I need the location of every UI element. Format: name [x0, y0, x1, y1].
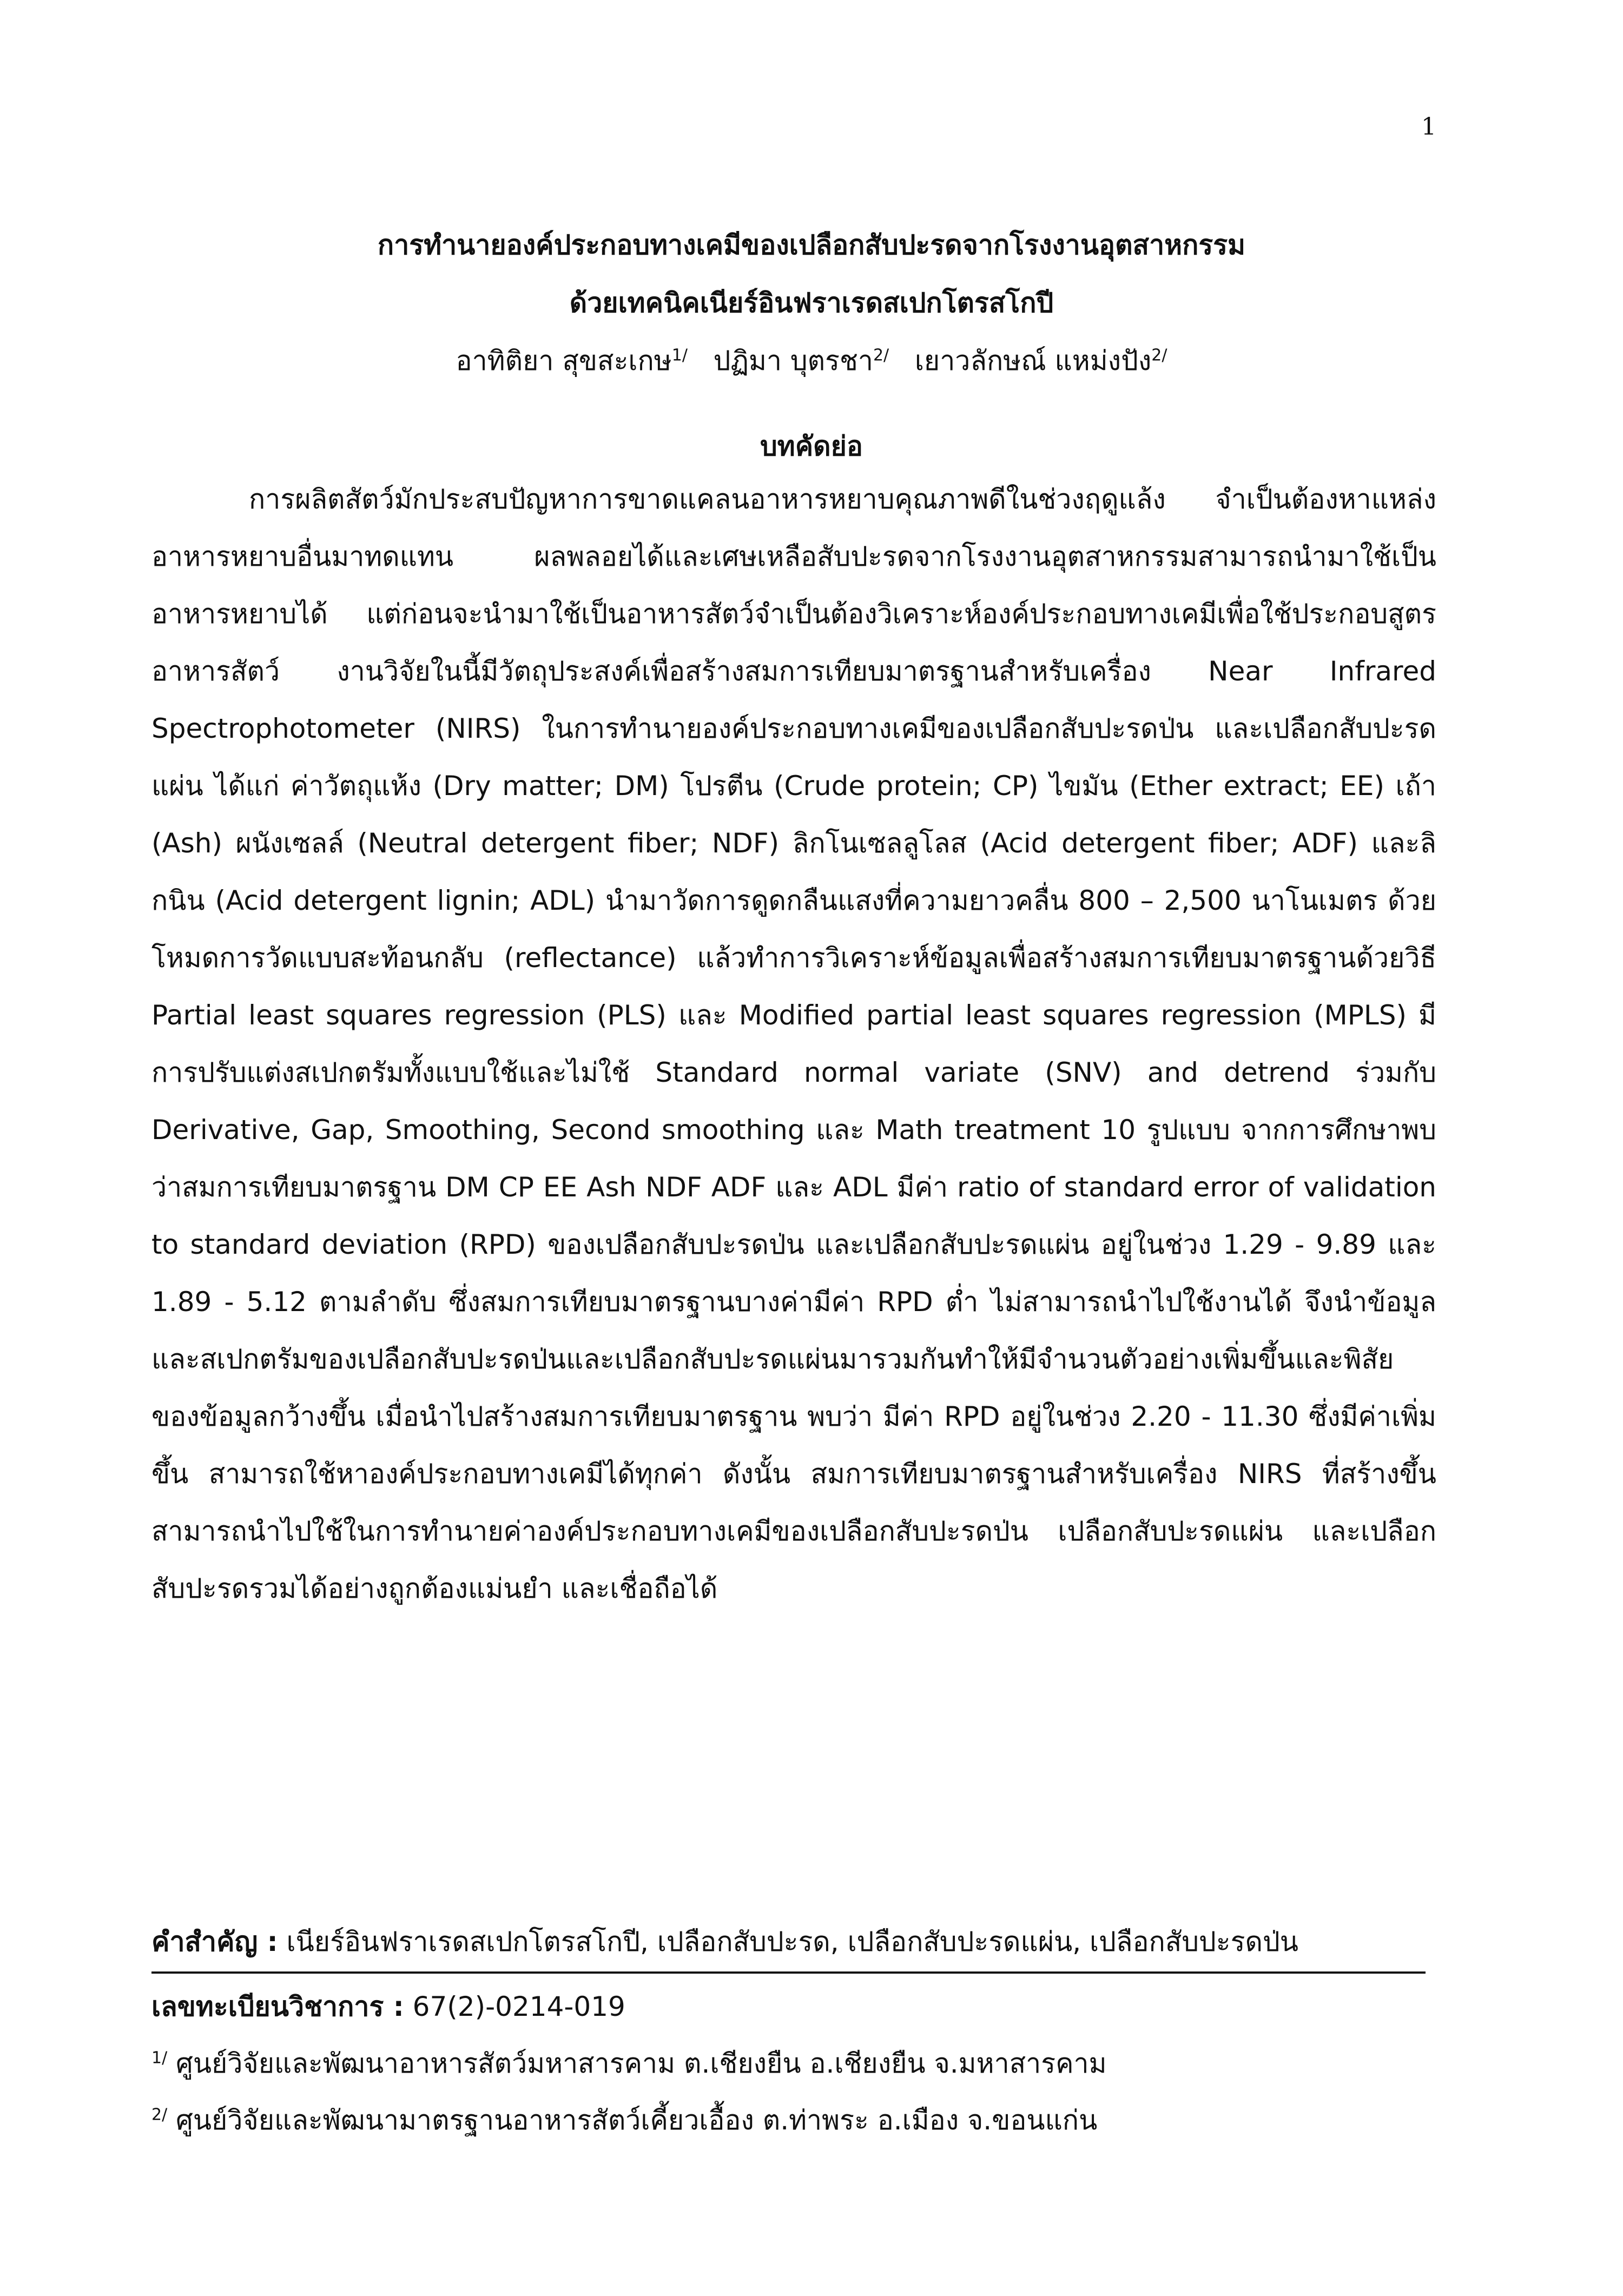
author-name: เยาวลักษณ์ แหม่งปัง	[914, 345, 1152, 376]
author-affiliation-mark: 1/	[671, 346, 688, 365]
affiliation-2	[151, 2093, 1439, 2147]
affiliation-mark: 1/	[151, 2048, 168, 2068]
author-affiliation-mark: 2/	[1151, 346, 1167, 365]
affiliation-text: ศูนย์วิจัยและพัฒนาอาหารสัตว์มหาสารคาม ต.เชียงยืน อ.เชียงยืน จ.มหาสารคาม	[176, 2048, 1107, 2079]
title-block	[151, 216, 1472, 390]
abstract-body: การผลิตสัตว์มักประสบปัญหาการขาดแคลนอาหารหยาบคุณภาพดีในช่วงฤดูแล้ง จำเป็นต้องหาแหล่งอาหารหยาบอื่นมาทดแทน ผลพลอยได้และเศษเหลือสับปะรดจากโรงงานอุตสาหกรรมสามารถนำมาใช้เป็นอาหารหยาบได้ แต่ก่อนจะนำมาใช้เป็นอาหารสัตว์จำเป็นต้องวิเคราะห์องค์ประกอบทางเคมีเพื่อใช้ประกอบสูตรอาหารสัตว์ งานวิจัยในนี้มีวัตถุประสงค์เพื่อสร้างสมการเทียบมาตรฐานสำหรับเครื่อง Near Infrared Spectrophotometer (NIRS) ในการทำนายองค์ประกอบทางเคมีของเปลือกสับปะรดป่น และเปลือกสับปะรดแผ่น ได้แก่ ค่าวัตถุแห้ง (Dry matter; DM) โปรตีน (Crude protein; CP) ไขมัน (Ether extract; EE) เถ้า (Ash) ผนังเซลล์ (Neutral detergent fiber; NDF) ลิกโนเซลลูโลส (Acid detergent fiber; ADF) และลิกนิน (Acid detergent lignin; ADL) นำมาวัดการดูดกลืนแสงที่ความยาวคลื่น 800 – 2,500 นาโนเมตร ด้วยโหมดการวัดแบบสะท้อนกลับ (reflectance) แล้วทำการวิเคราะห์ข้อมูลเพื่อสร้างสมการเทียบมาตรฐานด้วยวิธี Partial least squares regression (PLS) และ Modified partial least squares regression (MPLS) มีการปรับแต่งสเปกตรัมทั้งแบบใช้และไม่ใช้ Standard normal variate (SNV) and detrend ร่วมกับ Derivative, Gap, Smoothing, Second smoothing และ Math treatment 10 รูปแบบ จากการศึกษาพบว่าสมการเทียบมาตรฐาน DM CP EE Ash NDF ADF และ ADL มีค่า ratio of standard error of validation to standard deviation (RPD) ของเปลือกสับปะรดป่น และเปลือกสับปะรดแผ่น อยู่ในช่วง 1.29 - 9.89 และ 1.89 - 5.12 ตามลำดับ ซึ่งสมการเทียบมาตรฐานบางค่ามีค่า RPD ต่ำ ไม่สามารถนำไปใช้งานได้ จึงนำข้อมูลและสเปกตรัมของเปลือกสับปะรดป่นและเปลือกสับปะรดแผ่นมารวมกันทำให้มีจำนวนตัวอย่างเพิ่มขึ้นและพิสัยของข้อมูลกว้างขึ้น เมื่อนำไปสร้างสมการเทียบมาตรฐาน พบว่า มีค่า RPD อยู่ในช่วง 2.20 - 11.30 ซึ่งมีค่าเพิ่มขึ้น สามารถใช้หาองค์ประกอบทางเคมีได้ทุกค่า ดังนั้น สมการเทียบมาตรฐานสำหรับเครื่อง NIRS ที่สร้างขึ้น สามารถนำไปใช้ในการทำนายค่าองค์ประกอบทางเคมีของเปลือกสับปะรดป่น เปลือกสับปะรดแผ่น และเปลือกสับปะรดรวมได้อย่างถูกต้องแม่นยำ และเชื่อถือได้	[151, 484, 1436, 1604]
paper-title-line-1: การทำนายองค์ประกอบทางเคมีของเปลือกสับปะรดจากโรงงานอุตสาหกรรม	[377, 229, 1246, 261]
page-number: 1	[1421, 113, 1436, 141]
registration-number	[151, 1980, 1439, 2034]
abstract-heading: บทคัดย่อ	[760, 431, 863, 462]
affiliation-1	[151, 2036, 1439, 2090]
author-list	[151, 332, 1472, 390]
keywords	[151, 1915, 1439, 1969]
keywords-value: เนียร์อินฟราเรดสเปกโตรสโกปี, เปลือกสับปะรด, เปลือกสับปะรดแผ่น, เปลือกสับปะรดป่น	[286, 1926, 1298, 1957]
keywords-label: คำสำคัญ :	[151, 1926, 278, 1957]
registration-label: เลขทะเบียนวิชาการ :	[151, 1991, 404, 2022]
footnote-divider	[151, 1971, 1426, 1974]
author-affiliation-mark: 2/	[873, 346, 889, 365]
paper-title-line-2: ด้วยเทคนิคเนียร์อินฟราเรดสเปกโตรสโกปี	[569, 287, 1054, 319]
author-name: อาทิติยา สุขสะเกษ	[456, 345, 672, 376]
affiliation-mark: 2/	[151, 2105, 168, 2125]
author-name: ปฏิมา บุตรชา	[713, 345, 873, 376]
registration-value: 67(2)-0214-019	[412, 1991, 625, 2022]
affiliation-text: ศูนย์วิจัยและพัฒนามาตรฐานอาหารสัตว์เคี้ยวเอื้อง ต.ท่าพระ อ.เมือง จ.ขอนแก่น	[176, 2105, 1098, 2136]
